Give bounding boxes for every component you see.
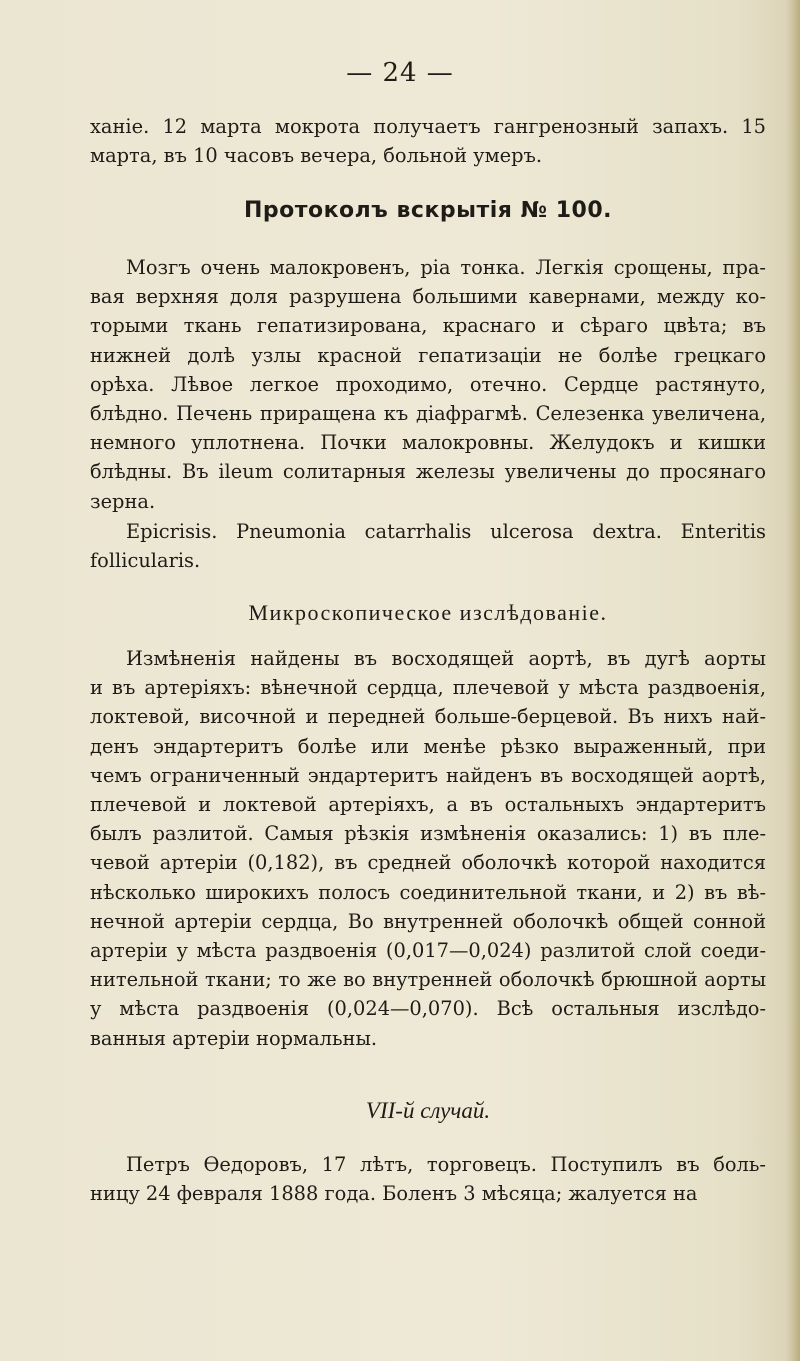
case-line: ницу 24 февраля 1888 года. Боленъ 3 мѣсяца; жалуется на [90, 1182, 698, 1206]
microscopic-line: Измѣненія найдены въ восходящей аортѣ, въ дугѣ аорты [126, 647, 766, 670]
epicrisis-line: follicularis. [90, 549, 201, 573]
case-line: Петръ Өедоровъ, 17 лѣтъ, торговецъ. Поступилъ въ боль- [126, 1153, 766, 1176]
intro-line: марта, въ 10 часовъ вечера, больной умеръ. [90, 144, 543, 168]
microscopic-line: ванныя артеріи нормальны. [90, 1026, 378, 1050]
case-heading: VII-й случай. [365, 1098, 491, 1123]
epicrisis-paragraph [90, 517, 766, 575]
microscopic-line: чемъ ограниченный эндартеритъ найденъ въ восходящей аортѣ, [90, 763, 766, 787]
page-edge [786, 0, 800, 1361]
microscopic-line: нѣсколько широкихъ полосъ соединительной ткани, и 2) въ вѣ- [90, 880, 766, 904]
autopsy-line: зерна. [90, 489, 156, 513]
microscopic-line: плечевой и локтевой артеріяхъ, а въ остальныхъ эндартеритъ [90, 793, 766, 817]
intro-paragraph [90, 112, 766, 170]
microscopic-paragraph [90, 644, 766, 1053]
microscopic-line: нечной артеріи сердца, Во внутренней оболочкѣ общей сонной [90, 909, 766, 933]
autopsy-line: немного уплотнена. Почки малокровны. Желудокъ и кишки [90, 431, 766, 455]
microscopic-line: былъ разлитой. Самыя рѣзкія измѣненія оказались: 1) въ пле- [90, 822, 766, 846]
microscopic-line: артеріи у мѣста раздвоенія (0,017—0,024) разлитой слой соеди- [90, 939, 766, 963]
microscopic-line: чевой артеріи (0,182), въ средней оболочкѣ которой находится [90, 851, 766, 875]
autopsy-line: блѣдно. Печень приращена къ діафрагмѣ. Селезенка увеличена, [90, 402, 766, 426]
microscopic-heading: Микроскопическое изслѣдованіе. [248, 600, 608, 625]
microscopic-line: локтевой, височной и передней больше-берцевой. Въ нихъ най- [90, 705, 766, 729]
autopsy-line: вая верхняя доля разрушена большими кавернами, между ко- [90, 285, 766, 309]
intro-line: ханіе. 12 марта мокрота получаетъ гангренозный запахъ. 15 [90, 115, 766, 138]
microscopic-line: у мѣста раздвоенія (0,024—0,070). Всѣ остальныя изслѣдо- [90, 997, 766, 1021]
epicrisis-line: Epicrisis. Pneumonia catarrhalis ulcerosa dextra. Enteritis [126, 520, 766, 543]
autopsy-heading: Протоколъ вскрытія № 100. [243, 198, 612, 223]
page-number: — 24 — [346, 58, 454, 88]
autopsy-line: нижней долѣ узлы красной гепатизаціи не болѣе грецкаго [90, 343, 766, 367]
microscopic-line: нительной ткани; то же во внутренней оболочкѣ брюшной аорты [90, 968, 766, 992]
microscopic-line: и въ артеріяхъ: вѣнечной сердца, плечевой у мѣста раздвоенія, [90, 676, 766, 700]
autopsy-line: блѣдны. Въ ileum солитарныя железы увеличены до просянаго [90, 460, 766, 484]
autopsy-line: торыми ткань гепатизирована, краснаго и сѣраго цвѣта; въ [90, 314, 766, 338]
autopsy-line: Мозгъ очень малокровенъ, ріа тонка. Легкія срощены, пра- [126, 256, 766, 279]
autopsy-paragraph [90, 253, 766, 516]
case-paragraph [90, 1150, 766, 1208]
autopsy-line: орѣха. Лѣвое легкое проходимо, отечно. Сердце растянуто, [90, 372, 766, 396]
microscopic-line: денъ эндартеритъ болѣе или менѣе рѣзко выраженный, при [90, 734, 766, 758]
